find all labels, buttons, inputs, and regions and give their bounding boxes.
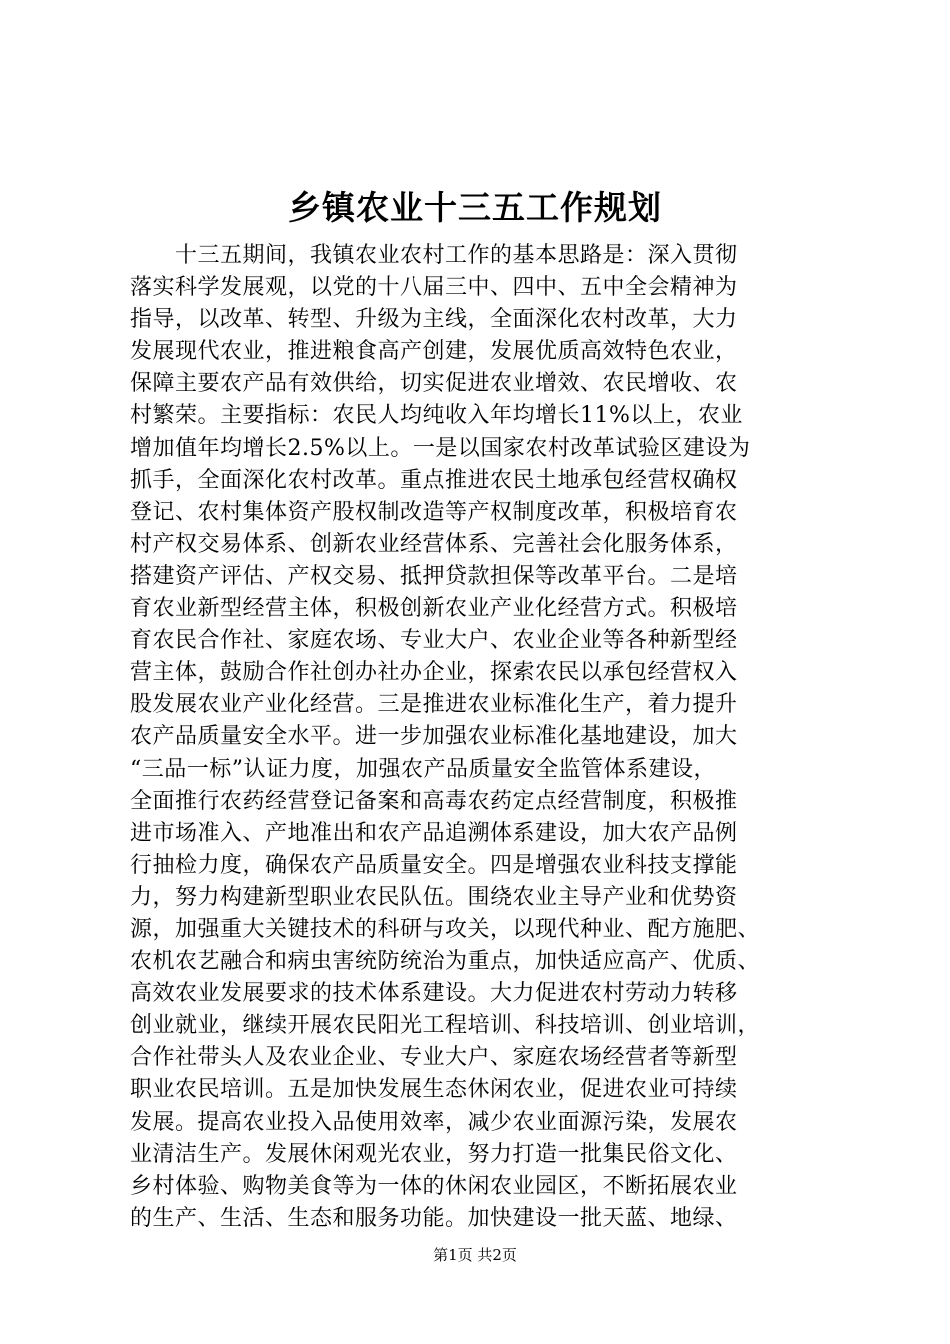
page-footer: 第1页 共2页 xyxy=(433,1246,517,1264)
body-line: 育农民合作社、家庭农场、专业大户、农业企业等各种新型经 xyxy=(130,628,738,654)
body-line: 登记、农村集体资产股权制改造等产权制度改革，积极培育农 xyxy=(130,499,738,525)
body-line: 职业农民培训。五是加快发展生态休闲农业，促进农业可持续 xyxy=(130,1077,738,1103)
body-line: 育农业新型经营主体，积极创新农业产业化经营方式。积极培 xyxy=(130,596,738,622)
body-line: 农产品质量安全水平。进一步加强农业标准化基地建设，加大 xyxy=(130,724,738,750)
body-line: 业清洁生产。发展休闲观光农业，努力打造一批集民俗文化、 xyxy=(130,1141,738,1167)
body-line: 发展现代农业，推进粮食高产创建，发展优质高效特色农业， xyxy=(130,339,738,365)
body-line: 保障主要农产品有效供给，切实促进农业增效、农民增收、农 xyxy=(130,371,738,397)
body-line: 源，加强重大关键技术的科研与攻关，以现代种业、配方施肥、 xyxy=(130,916,761,942)
body-line: 力，努力构建新型职业农民队伍。围绕农业主导产业和优势资 xyxy=(130,884,738,910)
body-line: 十三五期间，我镇农业农村工作的基本思路是：深入贯彻 xyxy=(130,243,738,268)
body-line: 发展。提高农业投入品使用效率，减少农业面源污染，发展农 xyxy=(130,1109,738,1135)
body-line: 乡村体验、购物美食等为一体的休闲农业园区，不断拓展农业 xyxy=(130,1173,738,1199)
document-body xyxy=(130,240,830,1235)
body-line: 合作社带头人及农业企业、专业大户、家庭农场经营者等新型 xyxy=(130,1045,738,1071)
body-line: 搭建资产评估、产权交易、抵押贷款担保等改革平台。二是培 xyxy=(130,563,738,589)
body-line: 进市场准入、产地准出和农产品追溯体系建设，加大农产品例 xyxy=(130,820,738,846)
body-line: 的生产、生活、生态和服务功能。加快建设一批天蓝、地绿、 xyxy=(130,1205,738,1231)
body-line: 农机农艺融合和病虫害统防统治为重点，加快适应高产、优质、 xyxy=(130,949,761,975)
body-line: “三品一标”认证力度，加强农产品质量安全监管体系建设， xyxy=(130,756,716,782)
body-line: 创业就业，继续开展农民阳光工程培训、科技培训、创业培训， xyxy=(130,1013,761,1039)
body-line: 村产权交易体系、创新农业经营体系、完善社会化服务体系， xyxy=(130,531,738,557)
body-line: 指导，以改革、转型、升级为主线，全面深化农村改革，大力 xyxy=(130,307,738,333)
body-line: 全面推行农药经营登记备案和高毒农药定点经营制度，积极推 xyxy=(130,788,738,814)
body-line: 增加值年均增长2.5%以上。一是以国家农村改革试验区建设为 xyxy=(130,435,751,461)
body-line: 抓手，全面深化农村改革。重点推进农民土地承包经营权确权 xyxy=(130,467,738,493)
document-title: 乡镇农业十三五工作规划 xyxy=(288,188,662,227)
body-line: 高效农业发展要求的技术体系建设。大力促进农村劳动力转移 xyxy=(130,981,738,1007)
body-line: 行抽检力度，确保农产品质量安全。四是增强农业科技支撑能 xyxy=(130,852,738,878)
body-line: 村繁荣。主要指标：农民人均纯收入年均增长11%以上，农业 xyxy=(130,403,743,429)
body-line: 落实科学发展观，以党的十八届三中、四中、五中全会精神为 xyxy=(130,275,738,301)
body-line: 股发展农业产业化经营。三是推进农业标准化生产，着力提升 xyxy=(130,692,738,718)
body-line: 营主体，鼓励合作社创办社办企业，探索农民以承包经营权入 xyxy=(130,660,738,686)
